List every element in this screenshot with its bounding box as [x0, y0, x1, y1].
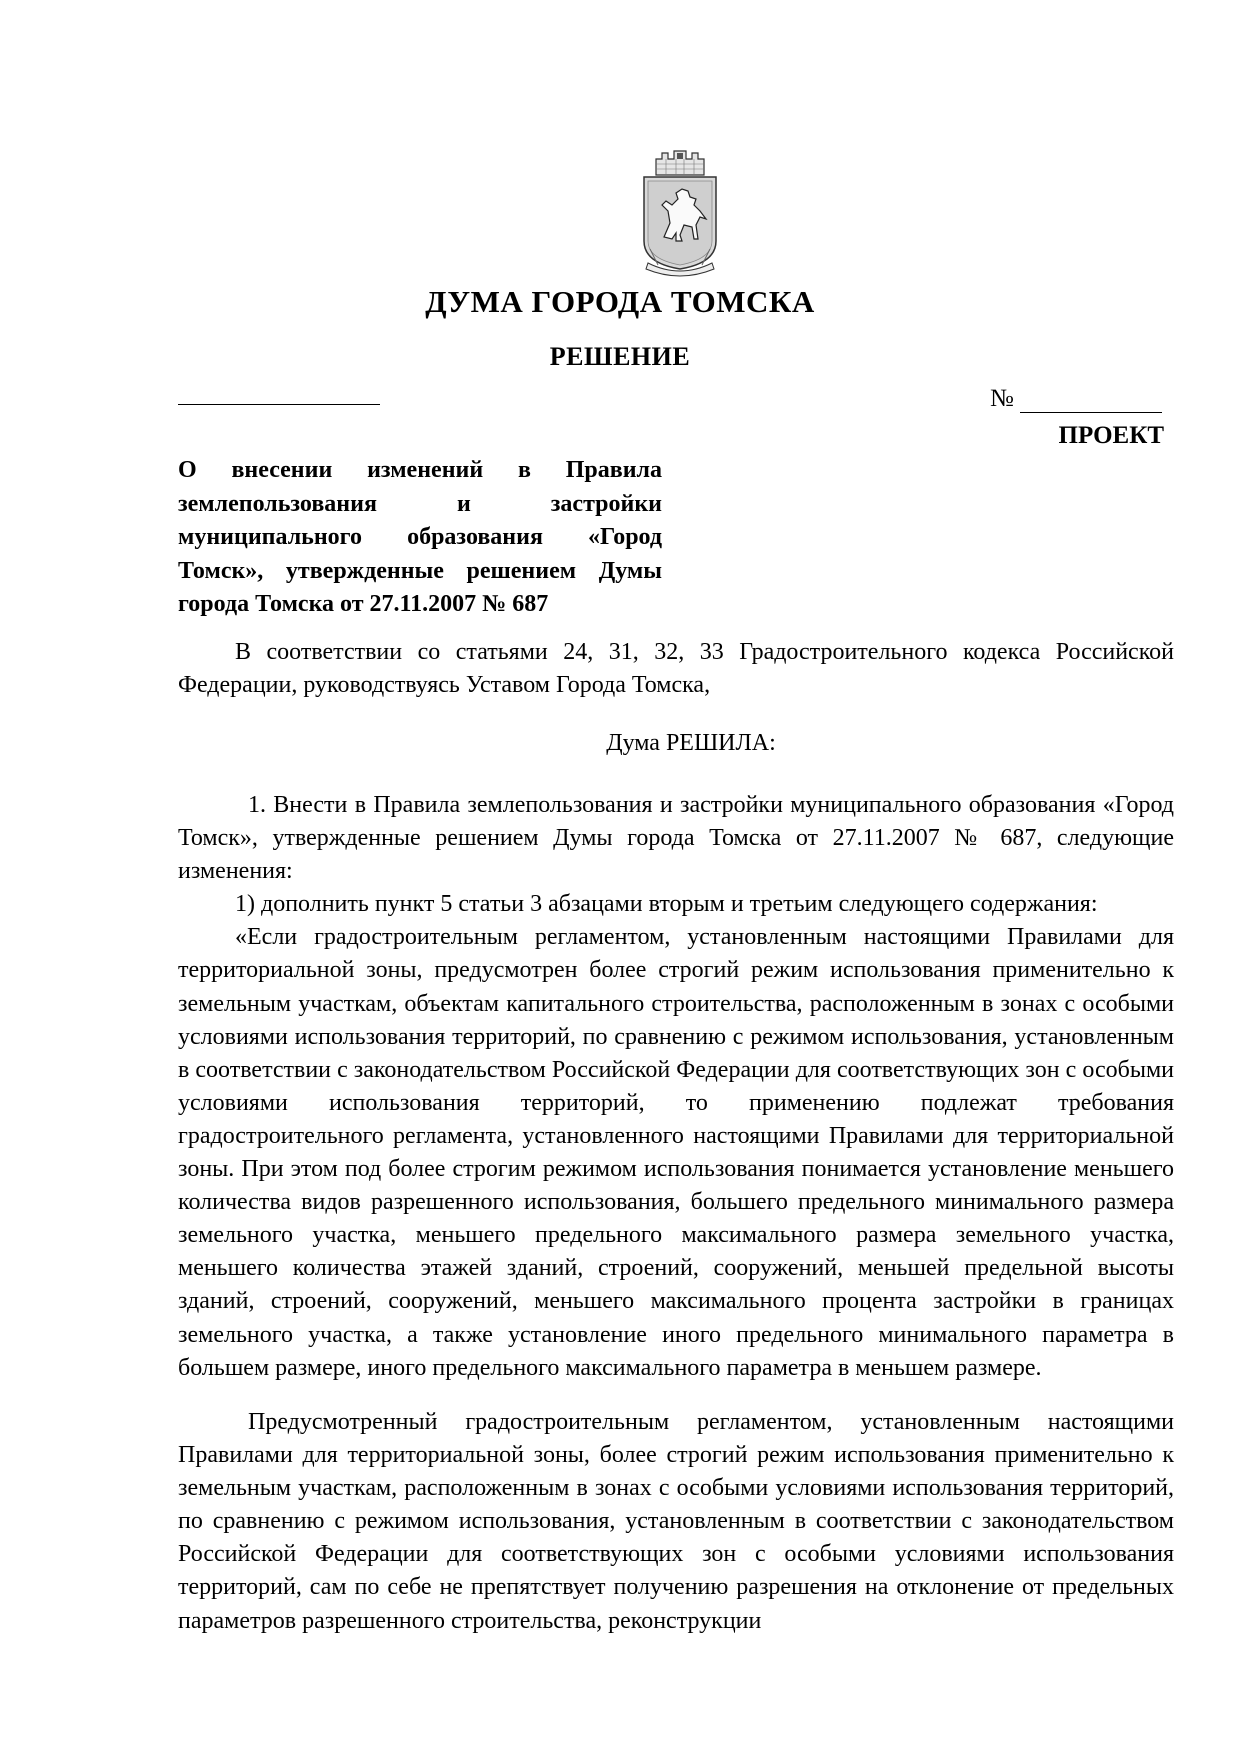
date-blank-line — [178, 404, 380, 405]
continuation-section — [178, 1406, 1174, 1638]
number-label: № — [990, 385, 1014, 412]
amendments-section — [178, 789, 1174, 1385]
second-quoted-paragraph: Предусмотренный градостроительным регламентом, установленным настоящими Правилами для территориальной зоны, более строгий режим использования применительно к земельным участкам, расположенным в зонах с особыми условиями использования территорий, по сравнению с режимом использования, установленным в соответствии с законодательством Российской Федерации для соответствующих зон с особыми условиями использования территорий, сам по себе не препятствует получению разрешения на отклонение от предельных параметров разрешенного строительства, реконструкции — [178, 1409, 1174, 1634]
subject-line: Томск», утвержденные решением Думы — [178, 557, 662, 584]
subject-line: О внесении изменений в Правила — [178, 457, 662, 483]
decision-subject — [178, 454, 662, 622]
subject-line: землепользования и застройки — [178, 490, 662, 517]
document-type: РЕШЕНИЕ — [549, 342, 691, 371]
council-title: ДУМА ГОРОДА ТОМСКА — [425, 284, 815, 319]
tomsk-coat-of-arms-icon — [640, 145, 720, 283]
number-blank-line — [1020, 412, 1162, 413]
item-1-paragraph: 1. Внести в Правила землепользования и застройки муниципального образования «Город Томск», утвержденные решением Думы города Томска от 27.11.2007 № 687, следующие изменения: — [178, 792, 1174, 885]
preamble-section — [178, 636, 1174, 702]
resolved-heading: Дума РЕШИЛА: — [606, 730, 776, 756]
quoted-paragraph: «Если градостроительным регламентом, установленным настоящими Правилами для территориальной зоны, предусмотрен более строгий режим использования применительно к земельным участкам, объектам капитального строительства, расположенным в зонах с особыми условиями использования территорий, по сравнению с режимом использования, установленным в соответствии с законодательством Российской Федерации для соответствующих зон с особыми условиями использования территорий, то применению подлежат требования градостроительного регламента, установленного настоящими Правилами для территориальной зоны. При этом под более строгим режимом использования понимается установление меньшего количества видов разрешенного использования, большего предельного минимального размера земельного участка, меньшего предельного максимального размера земельного участка, меньшего количества этажей зданий, строений, сооружений, меньшей предельной высоты зданий, строений, сооружений, меньшего максимального процента застройки в границах земельного участка, а также установление иного предельного минимального параметра в большем размере, иного предельного максимального параметра в меньшем размере. — [178, 924, 1174, 1381]
preamble-paragraph: В соответствии со статьями 24, 31, 32, 33 Градостроительного кодекса Российской Федерации, руководствуясь Уставом Города Томска, — [178, 639, 1174, 699]
subject-line: города Томска от 27.11.2007 № 687 — [178, 591, 549, 617]
subject-line: муниципального образования «Город — [178, 524, 662, 550]
subitem-1-paragraph: 1) дополнить пункт 5 статьи 3 абзацами вторым и третьим следующего содержания: — [235, 891, 1098, 918]
draft-label: ПРОЕКТ — [1058, 422, 1164, 449]
